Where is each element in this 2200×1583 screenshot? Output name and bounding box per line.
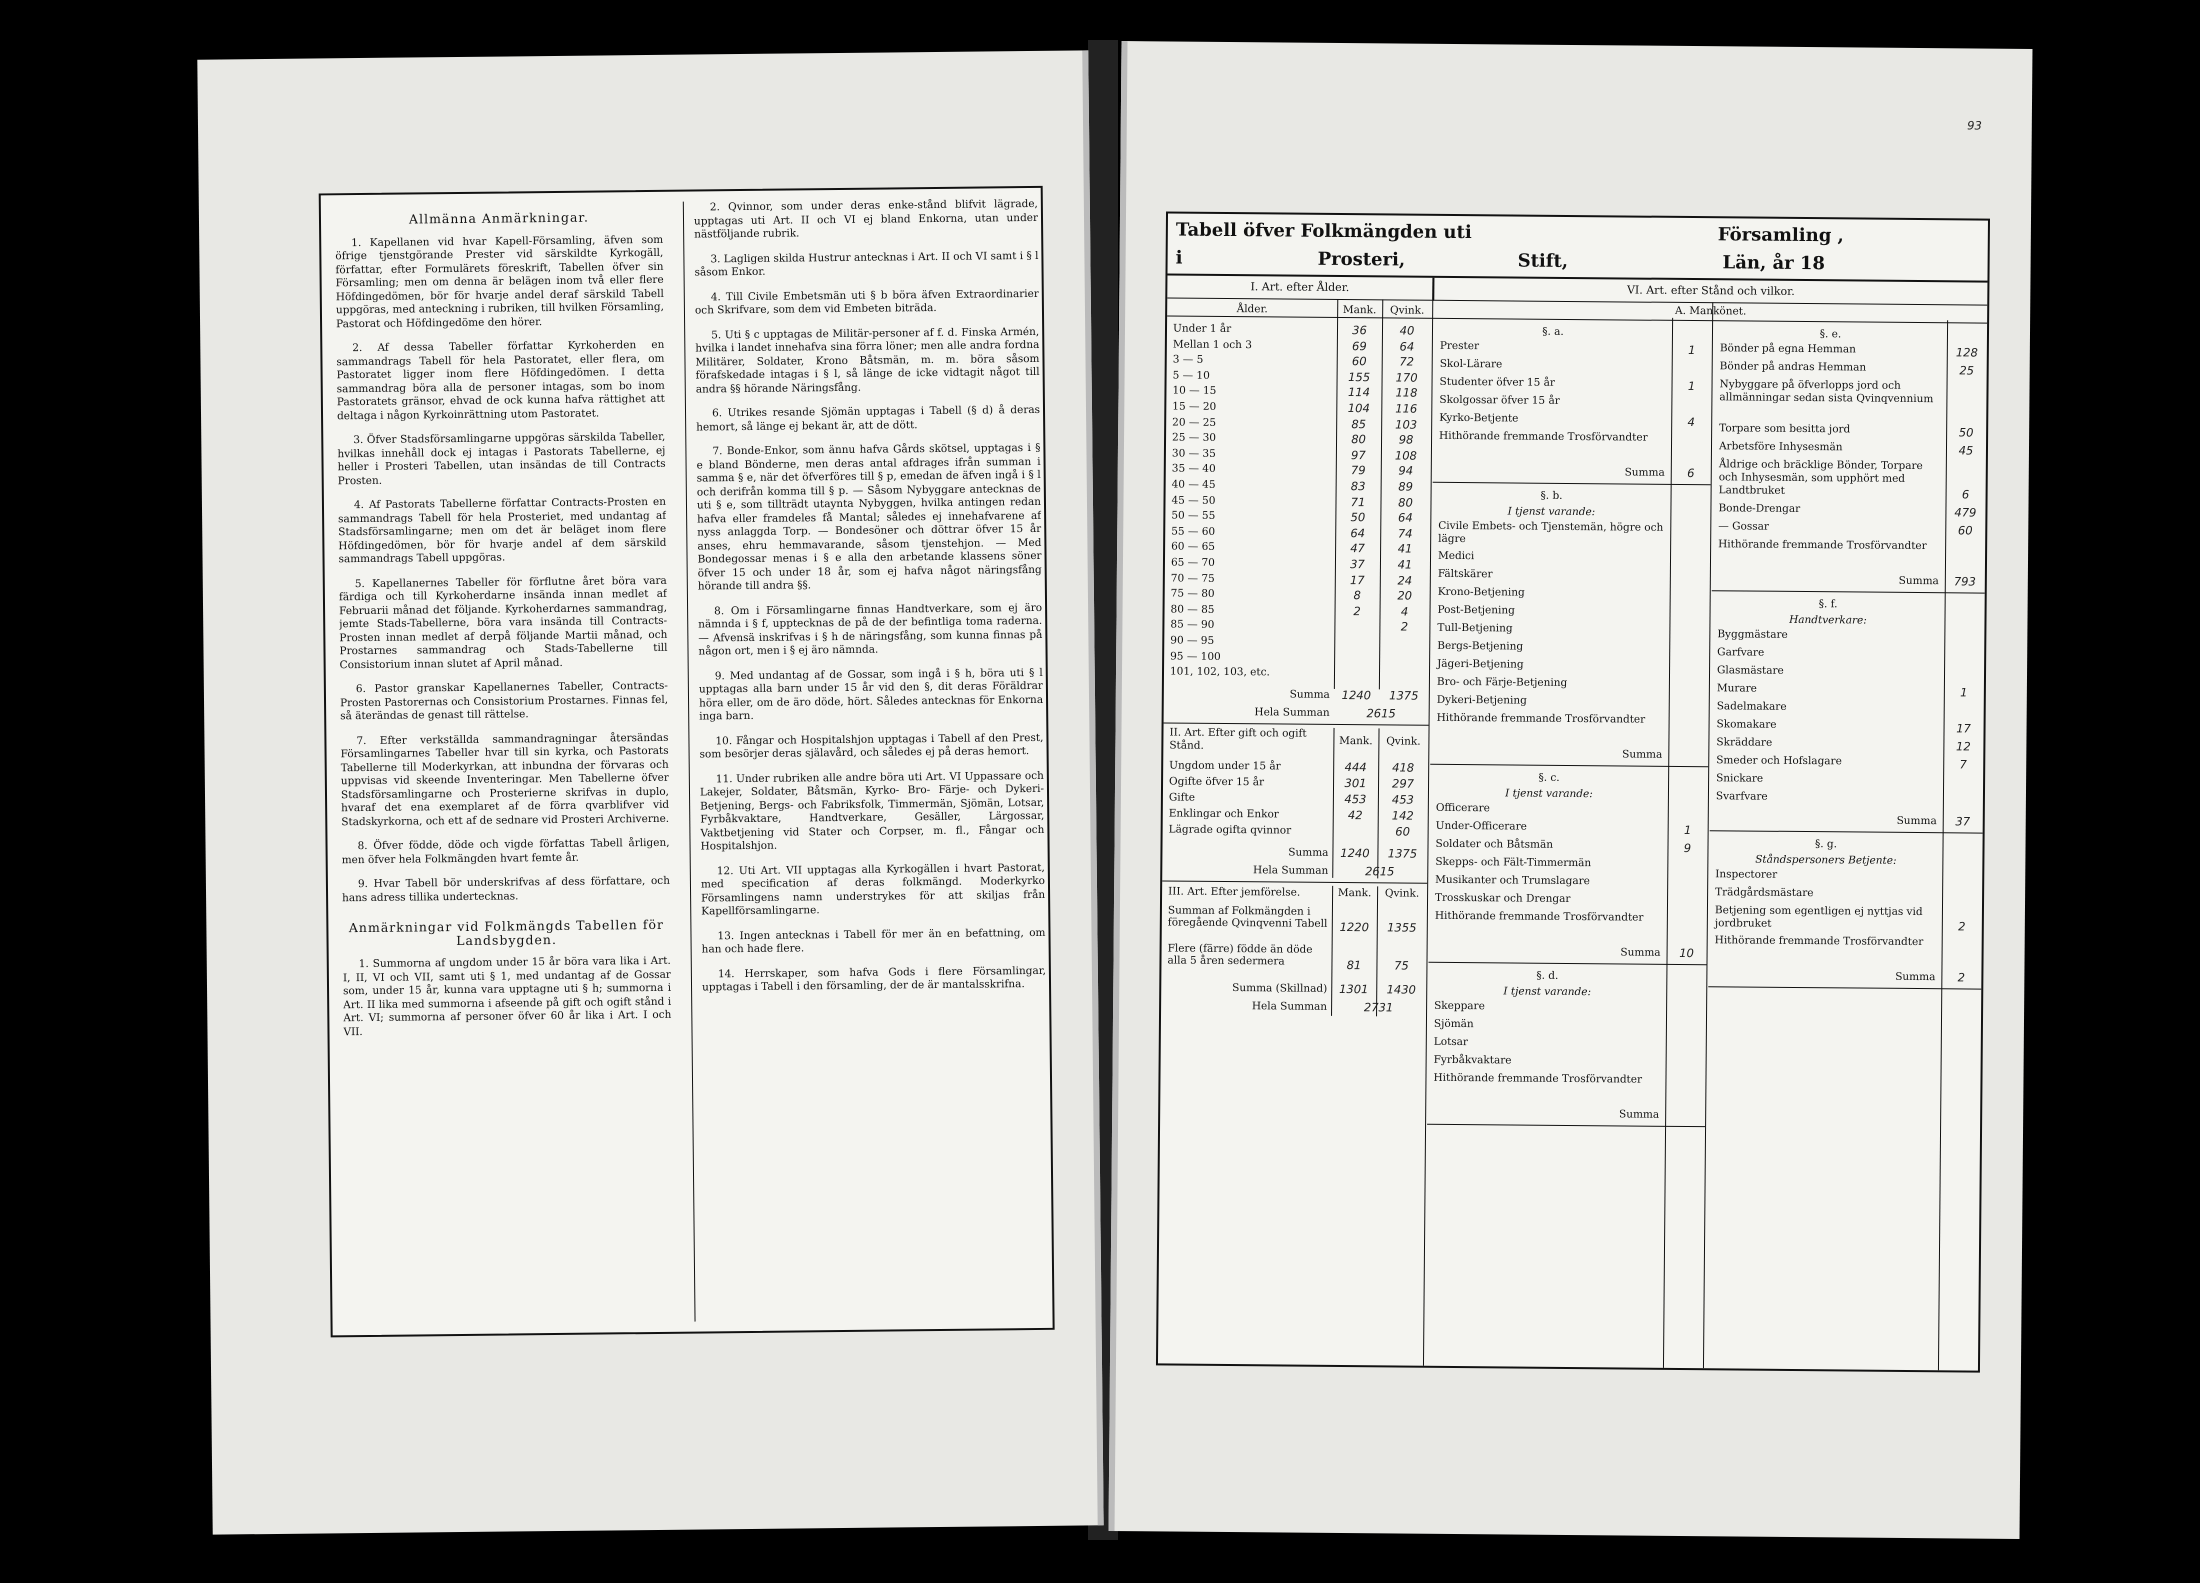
sc-row-value: 1 (1683, 822, 1692, 838)
se-row-label: Arbetsföre Inhysesmän (1718, 440, 1843, 454)
age-row-qvink: 98 (1398, 432, 1414, 447)
sb-heading: §. b. (1540, 489, 1563, 502)
art2-row-mank: 301 (1344, 775, 1367, 791)
sb-row-value (1670, 571, 1710, 585)
rule-line (1427, 1124, 1705, 1127)
age-row-mank: 37 (1350, 557, 1365, 572)
sf-row-value (1944, 667, 1984, 681)
sf-row-value (1944, 703, 1984, 717)
age-row-label: 10 — 15 (1172, 384, 1217, 398)
age-row-mank: 47 (1350, 541, 1365, 556)
art2-row-qvink: 60 (1395, 824, 1411, 839)
note-paragraph: 8. Om i Församlingarne finnas Handtverkare, som ej äro nämnda i § f, upptecknas de på de der befintliga toma raderna. — Afvensä inskrifvas i § h de näringsfång, som kunna finnas på någon ort, men i § ej äro nämnda. (698, 601, 1043, 658)
art2-row-mank: 42 (1347, 807, 1363, 822)
sc-row-label: Under-Officerare (1435, 819, 1527, 833)
sg-row-label: Trädgårdsmästare (1715, 886, 1814, 900)
rural-notes-heading: Anmärkningar vid Folkmängds Tabellen för Landsbygden. (348, 916, 664, 948)
sf-row-value (1943, 793, 1983, 807)
sg-summa-label: Summa (1895, 970, 1936, 984)
sa-row-value (1672, 361, 1712, 375)
se-row-value (1946, 407, 1986, 421)
age-row-qvink: 170 (1395, 370, 1418, 385)
se-row-label: — Gossar (1718, 520, 1769, 533)
age-row-mank (1334, 666, 1379, 680)
sb-row-label: Bro- och Färje-Betjening (1436, 675, 1568, 689)
art3-summa-label: Summa (Skillnad) (1232, 981, 1328, 995)
note-paragraph: 4. Af Pastorats Tabellerne författar Contracts-Prosten en sammandrags Tabell för hela Prosteriet, med undantag af Stadsförsamlingarne; men om det är beläget inom flere Höfdingedömen, bör för hvarje andel af dem särskild sammandrags Tabell uppgöras. (338, 495, 667, 566)
se-row-value: 45 (1958, 443, 1974, 458)
sb-row-label: Civile Embets- och Tjenstemän, högre och lägre (1438, 519, 1664, 546)
age-row-label: Mellan 1 och 3 (1172, 338, 1252, 351)
note-paragraph: 9. Med undantag af de Gossar, som ingå i § h, böra uti § l upptagas alla barn under 15 år vid den §, dit deras Föräldrar höra eller, om de äro döde, hört. Således antecknas för Enkorna inga barn. (698, 666, 1044, 723)
art2-row-mank (1333, 824, 1378, 838)
sa-row-value (1671, 445, 1711, 459)
sc-row-label: Trosskuskar och Drengar (1435, 891, 1571, 906)
age-row-label: 30 — 35 (1171, 447, 1216, 460)
sf-row-label: Garfvare (1717, 646, 1765, 659)
sa-row-value: 1 (1688, 343, 1696, 358)
sb-row-value (1670, 589, 1710, 603)
art3-row-mank: 1220 (1339, 919, 1369, 935)
age-row-qvink: 24 (1397, 573, 1413, 588)
age-row-qvink: 20 (1397, 588, 1413, 603)
sb-row-value (1670, 535, 1710, 549)
sf-row-value (1944, 631, 1984, 645)
art3-summa-qvink: 1430 (1386, 982, 1416, 997)
rule-line (1428, 962, 1706, 965)
sd-row-value (1666, 1021, 1706, 1035)
age-row-label: 65 — 70 (1170, 556, 1215, 569)
se-row-label: Bonde-Drengar (1718, 502, 1801, 515)
art2-summa-qvink: 1375 (1387, 846, 1418, 861)
sb-row-label: Post-Betjening (1437, 603, 1515, 617)
age-row-label: 101, 102, 103, etc. (1169, 665, 1270, 679)
age-row-label: 5 — 10 (1172, 369, 1210, 382)
sc-summa-label: Summa (1620, 946, 1661, 959)
age-row-qvink: 41 (1397, 557, 1413, 572)
note-paragraph: 5. Uti § c upptagas de Militär-personer af f. d. Finska Armén, hvilka i landet innehafva sina förra löner; men alle andra fordna Militärer, Soldater, Krono Båtsmän, m. m. böra såsom förafskedade intagas i § l, så länge de icke vidtagit något till andra §§ hörande Näringsfång. (695, 325, 1040, 396)
sg-heading: §. g. (1814, 838, 1838, 851)
art2-row-label: Lägrade ogifta qvinnor (1168, 823, 1292, 837)
sf-summa-label: Summa (1896, 814, 1937, 828)
age-row-mank: 36 (1352, 323, 1367, 338)
note-paragraph: 13. Ingen antecknas i Tabell för mer än en befattning, om han och hade flere. (701, 926, 1046, 956)
age-row-label: 3 — 5 (1172, 353, 1204, 366)
art3-row-mank: 81 (1346, 957, 1362, 972)
se-row-value: 6 (1961, 487, 1970, 502)
art3-col-qvink: Qvink. (1384, 887, 1420, 900)
sg-row-label: Inspectorer (1715, 868, 1778, 881)
notes-column-right (683, 198, 1050, 1322)
sf-row-value: 12 (1956, 739, 1971, 754)
se-row-label: Hithörande fremmande Trosförvandter (1718, 538, 1927, 553)
title-part-b: Församling , (1717, 224, 1844, 247)
age-row-qvink: 80 (1398, 495, 1413, 510)
age-row-label: 90 — 95 (1170, 634, 1215, 647)
sd-row-label: Hithörande fremmande Trosförvandter (1433, 1071, 1643, 1086)
age-row-qvink: 64 (1397, 510, 1413, 525)
sb-row-label: Fältskärer (1437, 567, 1493, 581)
sg-row-value (1942, 871, 1982, 885)
sa-summa-value: 6 (1687, 466, 1695, 481)
title-part-d: Prosteri, (1317, 248, 1406, 271)
sb-row-label: Tull-Betjening (1437, 621, 1513, 635)
sg-subheading: Ståndspersoners Betjente: (1755, 853, 1897, 867)
sc-row-label: Skepps- och Fält-Timmermän (1435, 855, 1592, 870)
sd-heading: §. d. (1536, 969, 1559, 982)
sb-subheading: I tjenst varande: (1507, 505, 1596, 519)
title-part-f: Län, år 18 (1722, 252, 1826, 275)
sa-row-label: Prester (1439, 339, 1480, 353)
age-row-qvink: 4 (1400, 604, 1409, 619)
age-row-qvink: 103 (1395, 417, 1418, 432)
sf-row-label: Smeder och Hofslagare (1716, 754, 1842, 768)
art3-hela-label: Hela Summan (1251, 1000, 1328, 1013)
age-row-label: 35 — 40 (1171, 462, 1216, 476)
art1-summa-label: Summa (1289, 688, 1330, 701)
sd-row-label: Skeppare (1434, 999, 1485, 1013)
sa-summa-label: Summa (1624, 466, 1665, 479)
note-paragraph: 12. Uti Art. VII upptagas alla Kyrkogällen i hvart Pastorat, med specification af deras folkmängd. Moderkyrko Församlingens namn understrykes för att skiljas från Kapellförsamlingarne. (700, 861, 1046, 918)
sf-row-label: Glasmästare (1716, 664, 1784, 677)
se-row-label: Bönder på egna Hemman (1719, 342, 1856, 356)
age-row-qvink: 118 (1395, 385, 1418, 401)
sa-row-label: Kyrko-Betjente (1439, 411, 1519, 425)
age-row-mank: 8 (1353, 588, 1361, 603)
age-row-qvink: 64 (1399, 339, 1415, 354)
sb-row-label: Hithörande fremmande Trosförvandter (1436, 711, 1646, 726)
sg-row-value: 2 (1958, 919, 1966, 934)
age-row-qvink: 2 (1400, 619, 1409, 634)
art1-hela-label: Hela Summan (1254, 706, 1330, 719)
age-row-mank: 60 (1351, 354, 1367, 369)
age-row-mank: 155 (1348, 369, 1371, 385)
age-row-mank: 17 (1349, 572, 1365, 587)
art3-col-mank: Mank. (1337, 886, 1372, 900)
art2-summa-label: Summa (1288, 846, 1329, 859)
sa-row-label: Skolgossar öfver 15 år (1439, 393, 1560, 407)
age-row-qvink: 116 (1395, 401, 1418, 416)
sc-row-label: Officerare (1435, 801, 1490, 815)
sb-row-value (1669, 661, 1709, 675)
sf-summa-value: 37 (1955, 814, 1971, 829)
sb-summa-label: Summa (1622, 748, 1663, 761)
se-row-value: 50 (1958, 425, 1974, 440)
note-paragraph: 4. Till Civile Embetsmän uti § b böra äfven Extraordinarier och Skrifvare, som dem vid Embeten biträda. (694, 287, 1039, 317)
se-row-value: 479 (1954, 505, 1977, 520)
sf-row-label: Skräddare (1716, 736, 1773, 749)
sc-row-value (1667, 925, 1707, 939)
age-row-mank (1334, 635, 1379, 649)
se-summa-label: Summa (1898, 574, 1939, 588)
sf-subheading: Handtverkare: (1789, 613, 1867, 627)
art3-heading: III. Art. Efter jemförelse. (1168, 885, 1301, 899)
sc-row-value (1667, 859, 1707, 873)
sb-row-value (1668, 727, 1708, 741)
sb-row-label: Bergs-Betjening (1437, 639, 1524, 653)
col-header-alder: Ålder. (1236, 303, 1268, 316)
age-row-qvink: 94 (1398, 463, 1414, 479)
art3-hela-value: 2731 (1363, 1000, 1394, 1015)
age-row-mank: 83 (1350, 479, 1366, 494)
sd-row-value (1665, 1087, 1705, 1101)
note-paragraph: 6. Utrikes resande Sjömän upptagas i Tabell (§ d) å deras hemort, så länge ej bekant är, att de dött. (696, 403, 1041, 434)
art2-col-mank: Mank. (1339, 734, 1373, 748)
sg-row-label: Betjening som egentligen ej nyttjas vid jordbruket (1714, 904, 1923, 930)
left-page (197, 50, 1103, 1534)
sb-row-value (1669, 679, 1709, 693)
sa-row-value: 1 (1687, 379, 1696, 394)
sc-row-label: Soldater och Båtsmän (1435, 837, 1554, 851)
age-row-label: 85 — 90 (1170, 618, 1215, 632)
age-row-mank: 114 (1347, 385, 1370, 400)
age-row-mank: 97 (1351, 447, 1366, 462)
sa-row-value: 4 (1687, 415, 1695, 430)
sd-summa-label: Summa (1618, 1108, 1660, 1121)
mankonet-heading: A. Mankönet. (1675, 304, 1747, 318)
age-row-label: 75 — 80 (1170, 587, 1215, 601)
note-paragraph: 3. Öfver Stadsförsamlingarne uppgöras särskilda Tabeller, hvilkas innehåll dock ej intagas i Pastorats Tabellerne, ej heller i Prosteri Tabellen, utan insändas de till Contracts Prosten. (337, 430, 666, 487)
age-row-qvink: 108 (1394, 448, 1417, 463)
art3-row-label: Summan af Folkmängden i föregående Qvinqvenni Tabell (1167, 904, 1328, 931)
note-paragraph: 7. Bonde-Enkor, som ännu hafva Gårds skötsel, upptagas i § e bland Bönderne, men deras antal afdrages ifrån summan i samma § e, när det öfverföres till § p, emedan de äfven ingå i § l och derifrån komma till § p. — Såsom Nybyggare antecknas de uti § e, som tillträdt utaynta Nybyggen, hvilka antingen redan hafva eller framdeles få Mantal; således ej innehafvarene af nyss anlaggda Torp. — Bondesöner och döttrar öfver 15 år anses, ehru hemmavarande, såsom tjenstehjon. — Med Bondegossar menas i § e alla den arbetande klassens söner öfver 15 och under 18 år, som ej hafva något näringsfång hörande till andra §§. (696, 441, 1042, 593)
art1-summa-mank: 1240 (1341, 687, 1372, 703)
sf-row-value: 1 (1960, 685, 1968, 700)
se-heading: §. e. (1819, 328, 1842, 341)
note-paragraph: 2. Qvinnor, som under deras enke-stånd blifvit lägrade, upptagas uti Art. II och VI ej bland Enkorna, utan under nästföljande rubrik. (693, 197, 1039, 241)
sf-row-label: Byggmästare (1717, 628, 1788, 641)
sb-row-value (1669, 607, 1709, 621)
age-row-label: 70 — 75 (1170, 572, 1215, 585)
se-row-value: 25 (1959, 363, 1975, 378)
age-row-qvink: 72 (1399, 354, 1415, 369)
sc-subheading: I tjenst varande: (1505, 787, 1593, 801)
age-row-label: 25 — 30 (1172, 431, 1217, 445)
column-rule (1376, 886, 1378, 1016)
age-row-mank: 85 (1351, 416, 1367, 431)
se-row-value: 128 (1955, 345, 1978, 360)
sc-heading: §. c. (1538, 771, 1560, 784)
age-row-mank: 69 (1351, 338, 1367, 353)
art2-col-qvink: Qvink. (1386, 735, 1421, 748)
sf-row-value: 17 (1956, 721, 1971, 736)
sd-row-label: Fyrbåkvaktare (1433, 1053, 1512, 1067)
rule-line (1433, 482, 1711, 485)
note-paragraph: 7. Efter verkställda sammandragningar återsändas Församlingarnes Tabeller hvar till sin kyrka, och Pastorats Tabellerne till Moderkyrkan, att inbundna der förvaras och uppvisas vid skeende Inventeringar. Men Tabellerne öfver Stadsförsamlingarne och Prosterierne skrifvas in duplo, hvaraf det ena exemplaret af de förra qvarblifver vid Stadskyrkorna, och ett af de sednare vid Prosteri Archiverne. (340, 731, 670, 828)
sa-row-label: Hithörande fremmande Trosförvandter (1439, 429, 1648, 444)
sf-row-label: Murare (1716, 682, 1757, 695)
age-row-qvink: 40 (1399, 323, 1415, 338)
age-row-mank: 50 (1350, 510, 1366, 525)
se-row-label: Nybyggare på öfverlopps jord och allmänningar sedan sista Qvinqvennium (1719, 378, 1934, 406)
population-table (1156, 211, 1990, 1372)
art1-summa-qvink: 1375 (1389, 688, 1419, 703)
se-row-label: Torpare som besitta jord (1719, 422, 1851, 436)
sc-summa-value: 10 (1679, 945, 1694, 961)
age-row-label: 80 — 85 (1170, 603, 1215, 616)
sa-heading: §. a. (1542, 325, 1564, 338)
note-paragraph: 11. Under rubriken alle andre böra uti Art. VI Uppassare och Lakejer, Soldater, Båtsmän, Kyrko- Bro- Färje- och Dykeri-Betjening, Bergs- och Fabriksfolk, Timmermän, Sjömän, Lotsar, Fyrbåkvaktare, Handtverkare, Gesäller, Lärgossar, Vaktbetjening vid Stater och Corpser, m. fl., Fångar och Hospitalshjon. (699, 769, 1045, 853)
notes-column-left (335, 202, 675, 1325)
sb-row-label: Dykeri-Betjening (1436, 693, 1527, 707)
sb-row-label: Jägeri-Betjening (1437, 657, 1524, 671)
age-row-label: Under 1 år (1172, 322, 1232, 336)
age-row-mank: 2 (1353, 603, 1361, 618)
art2-hela-label: Hela Summan (1253, 864, 1329, 877)
note-paragraph: 10. Fångar och Hospitalshjon upptagas i Tabell af den Prest, som besörjer deras själavård, och således ej på deras hemort. (699, 731, 1044, 761)
page-number: 93 (1967, 118, 1982, 133)
note-paragraph: 9. Hvar Tabell bör underskrifvas af dess författare, och hans adress tillika undertecknas. (342, 874, 670, 904)
age-row-label: 60 — 65 (1171, 540, 1216, 554)
art2-row-mank: 444 (1344, 759, 1367, 775)
rural-notes-list (343, 955, 672, 1039)
note-paragraph: 1. Kapellanen vid hvar Kapell-Församling, äfven som öfrige tjenstgörande Prester vid särskildte Kyrkogäll, författar, efter Formulärets föreskrift, Tabellen öfver sin Församling; men om denna är belägen inom två eller flere Höfdingedömen, bör för hvarje andel deraf särskild Tabell uppgöras, med anteckning i rubriken, till hvilken Församling, Pastorat och Höfdingedöme den hörer. (335, 233, 664, 330)
col-header-qvink: Qvink. (1389, 304, 1425, 317)
sb-row-value (1670, 553, 1710, 567)
sa-row-label: Skol-Lärare (1439, 357, 1503, 371)
age-row-mank (1334, 651, 1379, 665)
art2-row-qvink: 418 (1392, 760, 1415, 775)
sb-row-value (1669, 625, 1709, 639)
age-row-qvink (1379, 651, 1429, 665)
art2-row-qvink: 297 (1392, 776, 1415, 791)
se-row-label: Åldrige och bräcklige Bönder, Torpare och Inhysesmän, som upphört med Landtbruket (1718, 458, 1923, 497)
age-row-mank: 104 (1347, 401, 1370, 416)
column-rule (1331, 886, 1333, 1016)
sb-row-value (1669, 697, 1709, 711)
age-row-mank: 80 (1351, 432, 1366, 447)
age-row-label: 40 — 45 (1171, 478, 1216, 491)
se-summa-value: 793 (1953, 574, 1976, 589)
note-paragraph: 5. Kapellanernes Tabeller för förflutne året böra vara färdiga och till Kyrkoherdarne insända innan medlet af Februarii månad det följande. Kyrkoherdarnes sammandrag, jemte Stads-Tabellerne, böra vara insända till Contracts-Prosten innan medlet af derpå följande Martii månad, och Prostarnes sammandrag och Stads-Tabellerne till Consistorium innan slutet af April månad. (338, 574, 668, 671)
age-row-qvink: 41 (1397, 541, 1413, 557)
sd-subheading: I tjenst varande: (1503, 985, 1592, 999)
sb-row-label: Medici (1437, 549, 1475, 563)
sc-row-value (1667, 895, 1707, 909)
art1-hela-value: 2615 (1366, 706, 1396, 721)
rule-line (1162, 880, 1427, 883)
sg-row-value (1942, 889, 1982, 903)
art3-row-qvink: 1355 (1387, 920, 1417, 935)
col-header-mank: Mank. (1342, 303, 1377, 317)
sd-row-value (1666, 1057, 1706, 1071)
se-row-value: 60 (1957, 523, 1973, 538)
title-part-a: Tabell öfver Folkmängden uti (1175, 219, 1472, 244)
sb-row-label: Krono-Betjening (1437, 585, 1525, 599)
sc-row-value (1667, 877, 1707, 891)
note-paragraph: 1. Summorna af ungdom under 15 år böra vara lika i Art. I, II, VI och VII, samt uti § 1, med undantag af de Gossar som, under 15 år, kunna vara upptagne uti § h; summorna i Art. II lika med summorna i afseende på gift och ogift stånd i Art. VI; summorna af personer öfver 60 år lika i Art. I och VII. (342, 954, 672, 1038)
right-page (1109, 41, 2033, 1539)
sf-heading: §. f. (1818, 598, 1838, 611)
art2-hela-value: 2615 (1365, 864, 1395, 879)
note-paragraph: 6. Pastor granskar Kapellanernes Tabeller, Contracts-Prosten Pastorernas och Consistorium Prostarnes. Finnas fel, så äterändas de genast till rättelse. (339, 679, 669, 723)
age-row-label: 55 — 60 (1171, 525, 1216, 538)
art2-row-qvink: 142 (1391, 808, 1414, 823)
sf-row-label: Svarfvare (1715, 790, 1768, 803)
note-paragraph: 14. Herrskaper, som hafva Gods i flere Församlingar, upptagas i Tabell i den församling, der de är mantalsskrifna. (701, 964, 1046, 994)
sc-row-value (1668, 805, 1708, 819)
art2-row-mank: 453 (1344, 791, 1367, 807)
note-paragraph: 3. Lagligen skilda Hustrur antecknas i Art. II och VI samt i § l såsom Enkor. (694, 249, 1039, 279)
age-row-mank (1334, 619, 1379, 633)
sf-row-value (1944, 649, 1984, 663)
age-row-qvink (1379, 667, 1429, 681)
sg-row-label: Hithörande fremmande Trosförvandter (1714, 934, 1924, 949)
sf-row-value: 7 (1959, 757, 1967, 772)
age-row-label: 50 — 55 (1171, 509, 1216, 523)
sf-row-label: Snickare (1716, 772, 1764, 785)
art2-heading: II. Art. Efter gift och ogift Stånd. (1169, 726, 1307, 752)
sf-row-label: Skomakare (1716, 718, 1777, 731)
rule-line (1164, 722, 1429, 725)
sa-row-label: Studenter öfver 15 år (1439, 375, 1555, 389)
notes-frame (319, 186, 1055, 1338)
note-paragraph: 2. Af dessa Tabeller författar Kyrkoherden en sammandrags Tabell för hela Pastoratet, eller flera, om Pastoratet ligger inom flere Höfdingedömen. I detta sammandrag böra alla de personer intagas, som bo inom Pastoratets gränsor, ehvad de ock kunna hafva rättighet att deltaga i någon Kyrkoinrättning utom Pastoratet. (336, 338, 665, 422)
se-row-label: Bönder på andras Hemman (1719, 360, 1867, 374)
age-row-mank: 79 (1350, 463, 1366, 478)
sf-row-label: Sadelmakare (1716, 700, 1787, 713)
age-row-mank: 71 (1350, 494, 1366, 509)
art2-row-label: Ungdom under 15 år (1169, 759, 1281, 773)
sd-row-value (1666, 1039, 1706, 1053)
age-row-qvink: 89 (1398, 479, 1414, 494)
rule-line (1430, 764, 1708, 767)
title-part-c: i (1175, 247, 1183, 269)
age-row-label: 45 — 50 (1171, 494, 1216, 507)
art3-row-label: Flere (färre) födde än döde alla 5 åren sedermera (1167, 942, 1313, 968)
art1-heading: I. Art. efter Ålder. (1167, 275, 1434, 300)
sd-row-value (1666, 1003, 1706, 1017)
sa-row-value (1671, 397, 1711, 411)
sf-row-value (1943, 775, 1983, 789)
art2-row-label: Enklingar och Enkor (1168, 807, 1279, 821)
se-row-value (1945, 553, 1985, 567)
general-notes-list (335, 233, 670, 905)
art2-row-label: Gifte (1168, 791, 1196, 804)
age-row-label: 95 — 100 (1170, 650, 1221, 663)
art3-summa-mank: 1301 (1339, 981, 1369, 997)
age-row-label: 20 — 25 (1172, 416, 1217, 429)
sc-row-label: Hithörande fremmande Trosförvandter (1434, 909, 1644, 924)
sc-row-label: Musikanter och Trumslagare (1435, 873, 1590, 888)
art2-row-label: Ogifte öfver 15 år (1169, 775, 1265, 789)
note-paragraph: 8. Öfver födde, döde och vigde författas Tabell årligen, men öfver hela Folkmängden hvart femte år. (341, 836, 670, 866)
art6-heading: VI. Art. efter Stånd och vilkor. (1434, 278, 1987, 306)
general-notes-heading: Allmänna Anmärkningar. (408, 209, 590, 227)
title-part-e: Stift, (1517, 250, 1569, 272)
rural-notes-list-continued (694, 198, 1046, 995)
sc-row-value: 9 (1683, 840, 1692, 856)
sb-row-value (1669, 643, 1709, 657)
art3-row-qvink: 75 (1394, 958, 1409, 973)
age-row-qvink: 74 (1397, 526, 1413, 541)
age-row-qvink (1379, 635, 1429, 649)
sg-row-value (1942, 949, 1982, 963)
sd-row-label: Sjömän (1433, 1017, 1474, 1031)
age-row-label: 15 — 20 (1172, 400, 1217, 413)
sd-row-label: Lotsar (1433, 1035, 1469, 1049)
art2-row-qvink: 453 (1391, 792, 1414, 807)
art2-summa-mank: 1240 (1340, 845, 1370, 861)
age-row-mank: 64 (1350, 525, 1366, 540)
sg-summa-value: 2 (1957, 970, 1966, 985)
